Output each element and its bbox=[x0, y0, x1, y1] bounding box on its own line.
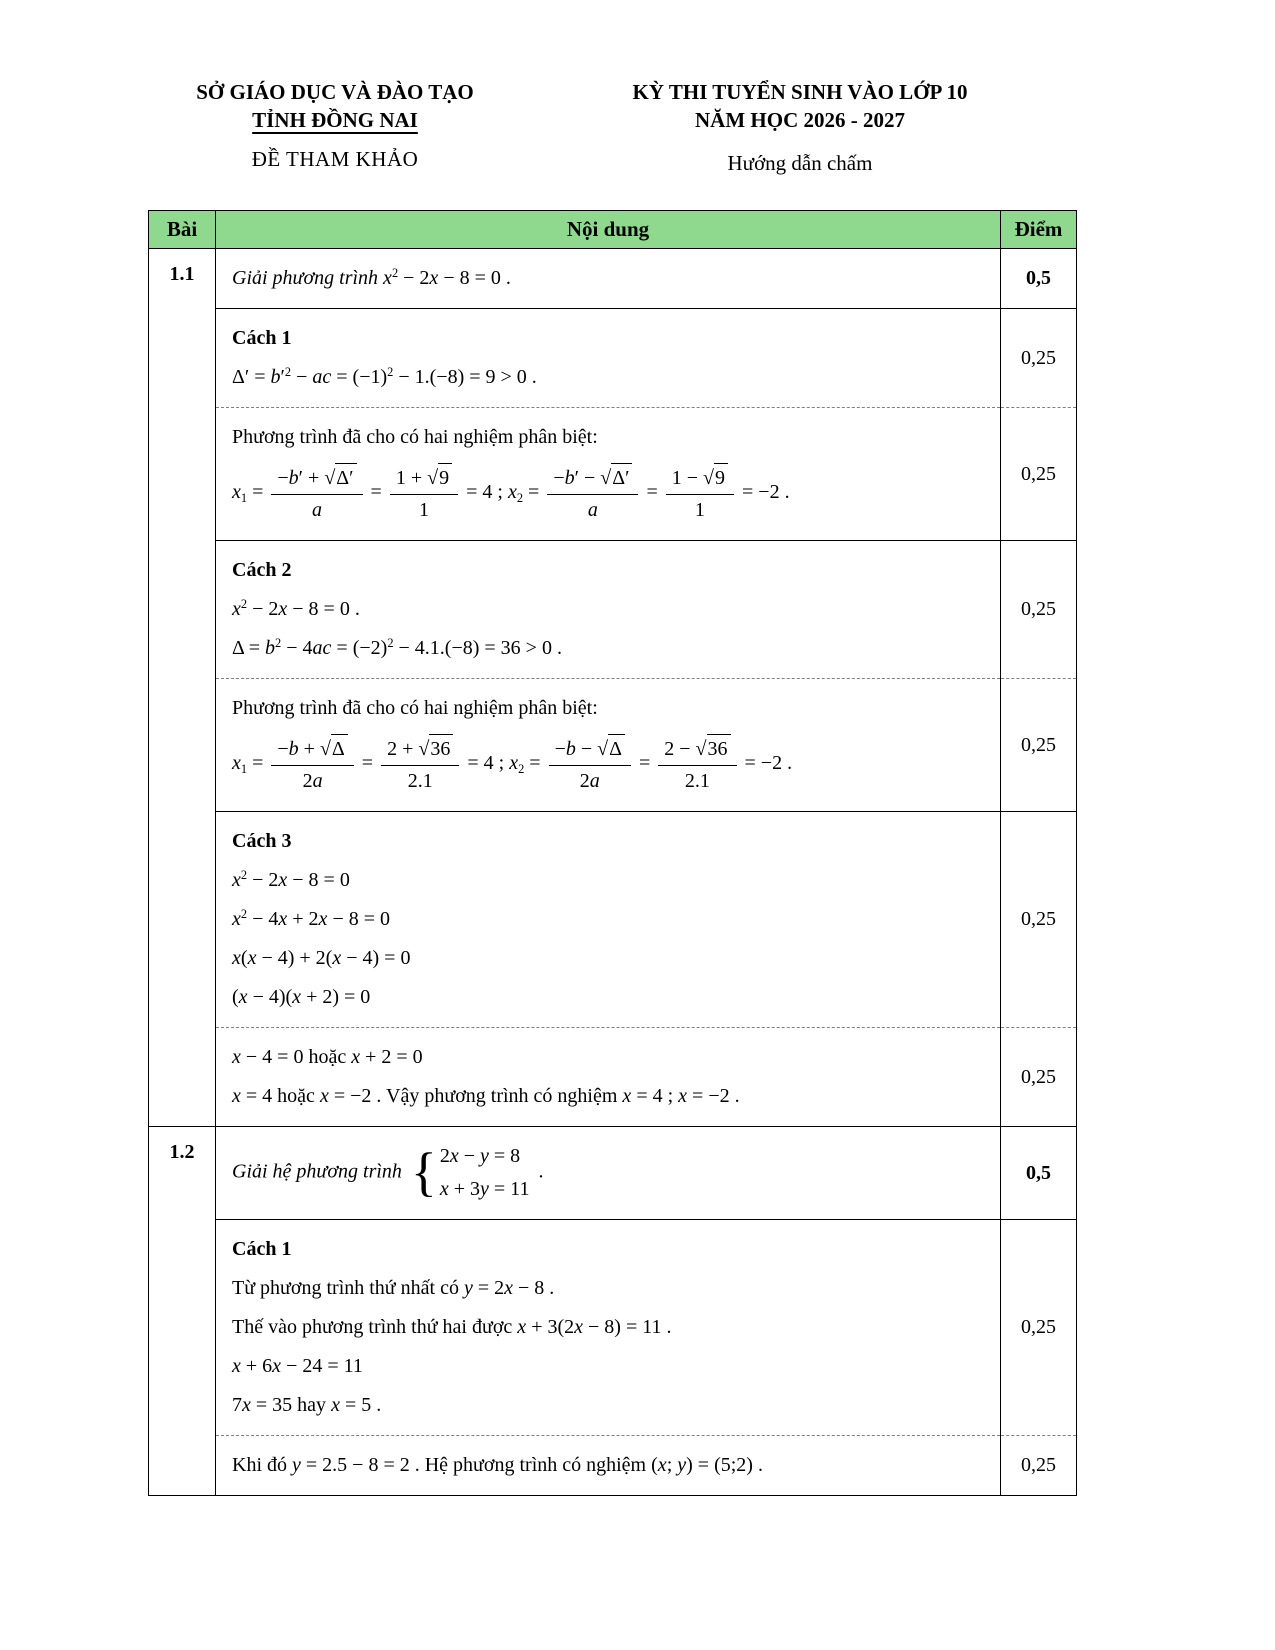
header-right-block bbox=[595, 78, 1005, 176]
score-cell: 0,25 bbox=[1001, 1028, 1077, 1127]
problem-statement-1-1: Giải phương trình $x^2 - 2x - 8 = 0$ . bbox=[232, 266, 511, 289]
formula-delta: $\Delta = b^2 - 4ac = (-2)^2 - 4.1.(-8) = 36 > 0$ . bbox=[232, 636, 562, 659]
formula-system-conclusion: Khi đó y = 2.5 − 8 = 2 . Hệ phương trình có nghiệm (x; y) = (5;2) . bbox=[232, 1454, 763, 1476]
table-header-row bbox=[149, 211, 1077, 249]
row-1-1-cach2-part1 bbox=[149, 541, 1077, 679]
formula-solve-x: 7x = 35 hay x = 5 . bbox=[232, 1394, 382, 1416]
school-year: NĂM HỌC 2026 - 2027 bbox=[695, 108, 905, 133]
content-cell bbox=[216, 1220, 1001, 1436]
org-name: SỞ GIÁO DỤC VÀ ĐÀO TẠO bbox=[196, 80, 474, 104]
content-cell bbox=[216, 408, 1001, 541]
method-label: Cách 2 bbox=[232, 559, 292, 581]
bai-cell-1-1: 1.1 bbox=[149, 249, 216, 1127]
content-cell bbox=[216, 1127, 1001, 1220]
formula-roots-cach2: x1 = $\frac{-b + √\Delta}{2a}$ = $\frac{2 + √36}{2.1}$ = 4 ; x2 = $\frac{-b - √\Delta}{2a}$ = $\frac{2 - √36}{2.1}$ = −2 . bbox=[232, 734, 984, 795]
formula-step4: (x − 4)(x + 2) = 0 bbox=[232, 986, 371, 1008]
score-cell: 0,5 bbox=[1001, 249, 1077, 309]
row-1-2-cach1-part1 bbox=[149, 1220, 1077, 1436]
method-label: Cách 1 bbox=[232, 327, 292, 349]
content-cell bbox=[216, 249, 1001, 309]
row-1-1-cach1-part2 bbox=[149, 408, 1077, 541]
content-cell bbox=[216, 309, 1001, 408]
col-header-bai: Bài bbox=[149, 211, 216, 249]
document-header bbox=[0, 78, 1275, 198]
formula-step2: $x^2 - 4x + 2x - 8 = 0$ bbox=[232, 907, 390, 930]
bai-cell-1-2: 1.2 bbox=[149, 1127, 216, 1496]
answer-key-table bbox=[148, 210, 1077, 1496]
content-cell bbox=[216, 1436, 1001, 1496]
province-name: TỈNH ĐỒNG NAI bbox=[252, 108, 418, 133]
score-cell: 0,25 bbox=[1001, 1436, 1077, 1496]
score-cell: 0,25 bbox=[1001, 1220, 1077, 1436]
row-1-1-cach1-part1 bbox=[149, 309, 1077, 408]
two-roots-text: Phương trình đã cho có hai nghiệm phân biệt: bbox=[232, 426, 598, 448]
formula-substitute2: Thế vào phương trình thứ hai được x + 3(2x − 8) = 11 . bbox=[232, 1316, 672, 1338]
col-header-noidung: Nội dung bbox=[216, 211, 1001, 249]
row-problem-1-2 bbox=[149, 1127, 1077, 1220]
score-cell: 0,25 bbox=[1001, 812, 1077, 1028]
score-cell: 0,25 bbox=[1001, 309, 1077, 408]
row-1-1-cach3-part1 bbox=[149, 812, 1077, 1028]
row-1-1-cach2-part2 bbox=[149, 679, 1077, 812]
row-1-2-cach1-part2 bbox=[149, 1436, 1077, 1496]
formula-roots-cach1: x1 = $\frac{-b' + √\Delta'}{a}$ = $\frac{1 + √9}{1}$ = 4 ; x2 = $\frac{-b' - √\Delta'}{a}$ = $\frac{1 - √9}{1}$ = −2 . bbox=[232, 463, 984, 524]
content-cell bbox=[216, 679, 1001, 812]
content-cell bbox=[216, 541, 1001, 679]
formula-substitute1: Từ phương trình thứ nhất có y = 2x − 8 . bbox=[232, 1277, 555, 1299]
formula-delta-prime: $\Delta' = b'^2$ − ac = $(-1)^2 - 1.(-8) = 9 > 0$ . bbox=[232, 365, 537, 388]
content-cell bbox=[216, 812, 1001, 1028]
content-cell bbox=[216, 1028, 1001, 1127]
score-cell: 0,5 bbox=[1001, 1127, 1077, 1220]
col-header-diem: Điểm bbox=[1001, 211, 1077, 249]
exam-title: KỲ THI TUYỂN SINH VÀO LỚP 10 bbox=[632, 80, 968, 104]
grading-guide-label: Hướng dẫn chấm bbox=[727, 150, 873, 175]
problem-statement-1-2: Giải hệ phương trình { 2x − y = 8 x + 3y = 11 . bbox=[232, 1142, 544, 1203]
two-roots-text: Phương trình đã cho có hai nghiệm phân biệt: bbox=[232, 697, 598, 719]
score-cell: 0,25 bbox=[1001, 679, 1077, 812]
formula-step3: x(x − 4) + 2(x − 4) = 0 bbox=[232, 947, 411, 969]
method-label: Cách 3 bbox=[232, 830, 292, 852]
method-label: Cách 1 bbox=[232, 1238, 292, 1260]
doc-type: ĐỀ THAM KHẢO bbox=[251, 146, 419, 171]
formula-step1: $x^2 - 2x - 8 = 0$ bbox=[232, 868, 350, 891]
formula-conclusion: x = 4 hoặc x = −2 . Vậy phương trình có nghiệm x = 4 ; x = −2 . bbox=[232, 1085, 740, 1107]
row-problem-1-1 bbox=[149, 249, 1077, 309]
header-left-block bbox=[160, 78, 510, 172]
row-1-1-cach3-part2 bbox=[149, 1028, 1077, 1127]
score-cell: 0,25 bbox=[1001, 408, 1077, 541]
formula-equation: $x^2 - 2x - 8 = 0$ . bbox=[232, 597, 360, 620]
formula-or-cases: x − 4 = 0 hoặc x + 2 = 0 bbox=[232, 1046, 423, 1068]
score-cell: 0,25 bbox=[1001, 541, 1077, 679]
formula-simplify: x + 6x − 24 = 11 bbox=[232, 1355, 363, 1377]
